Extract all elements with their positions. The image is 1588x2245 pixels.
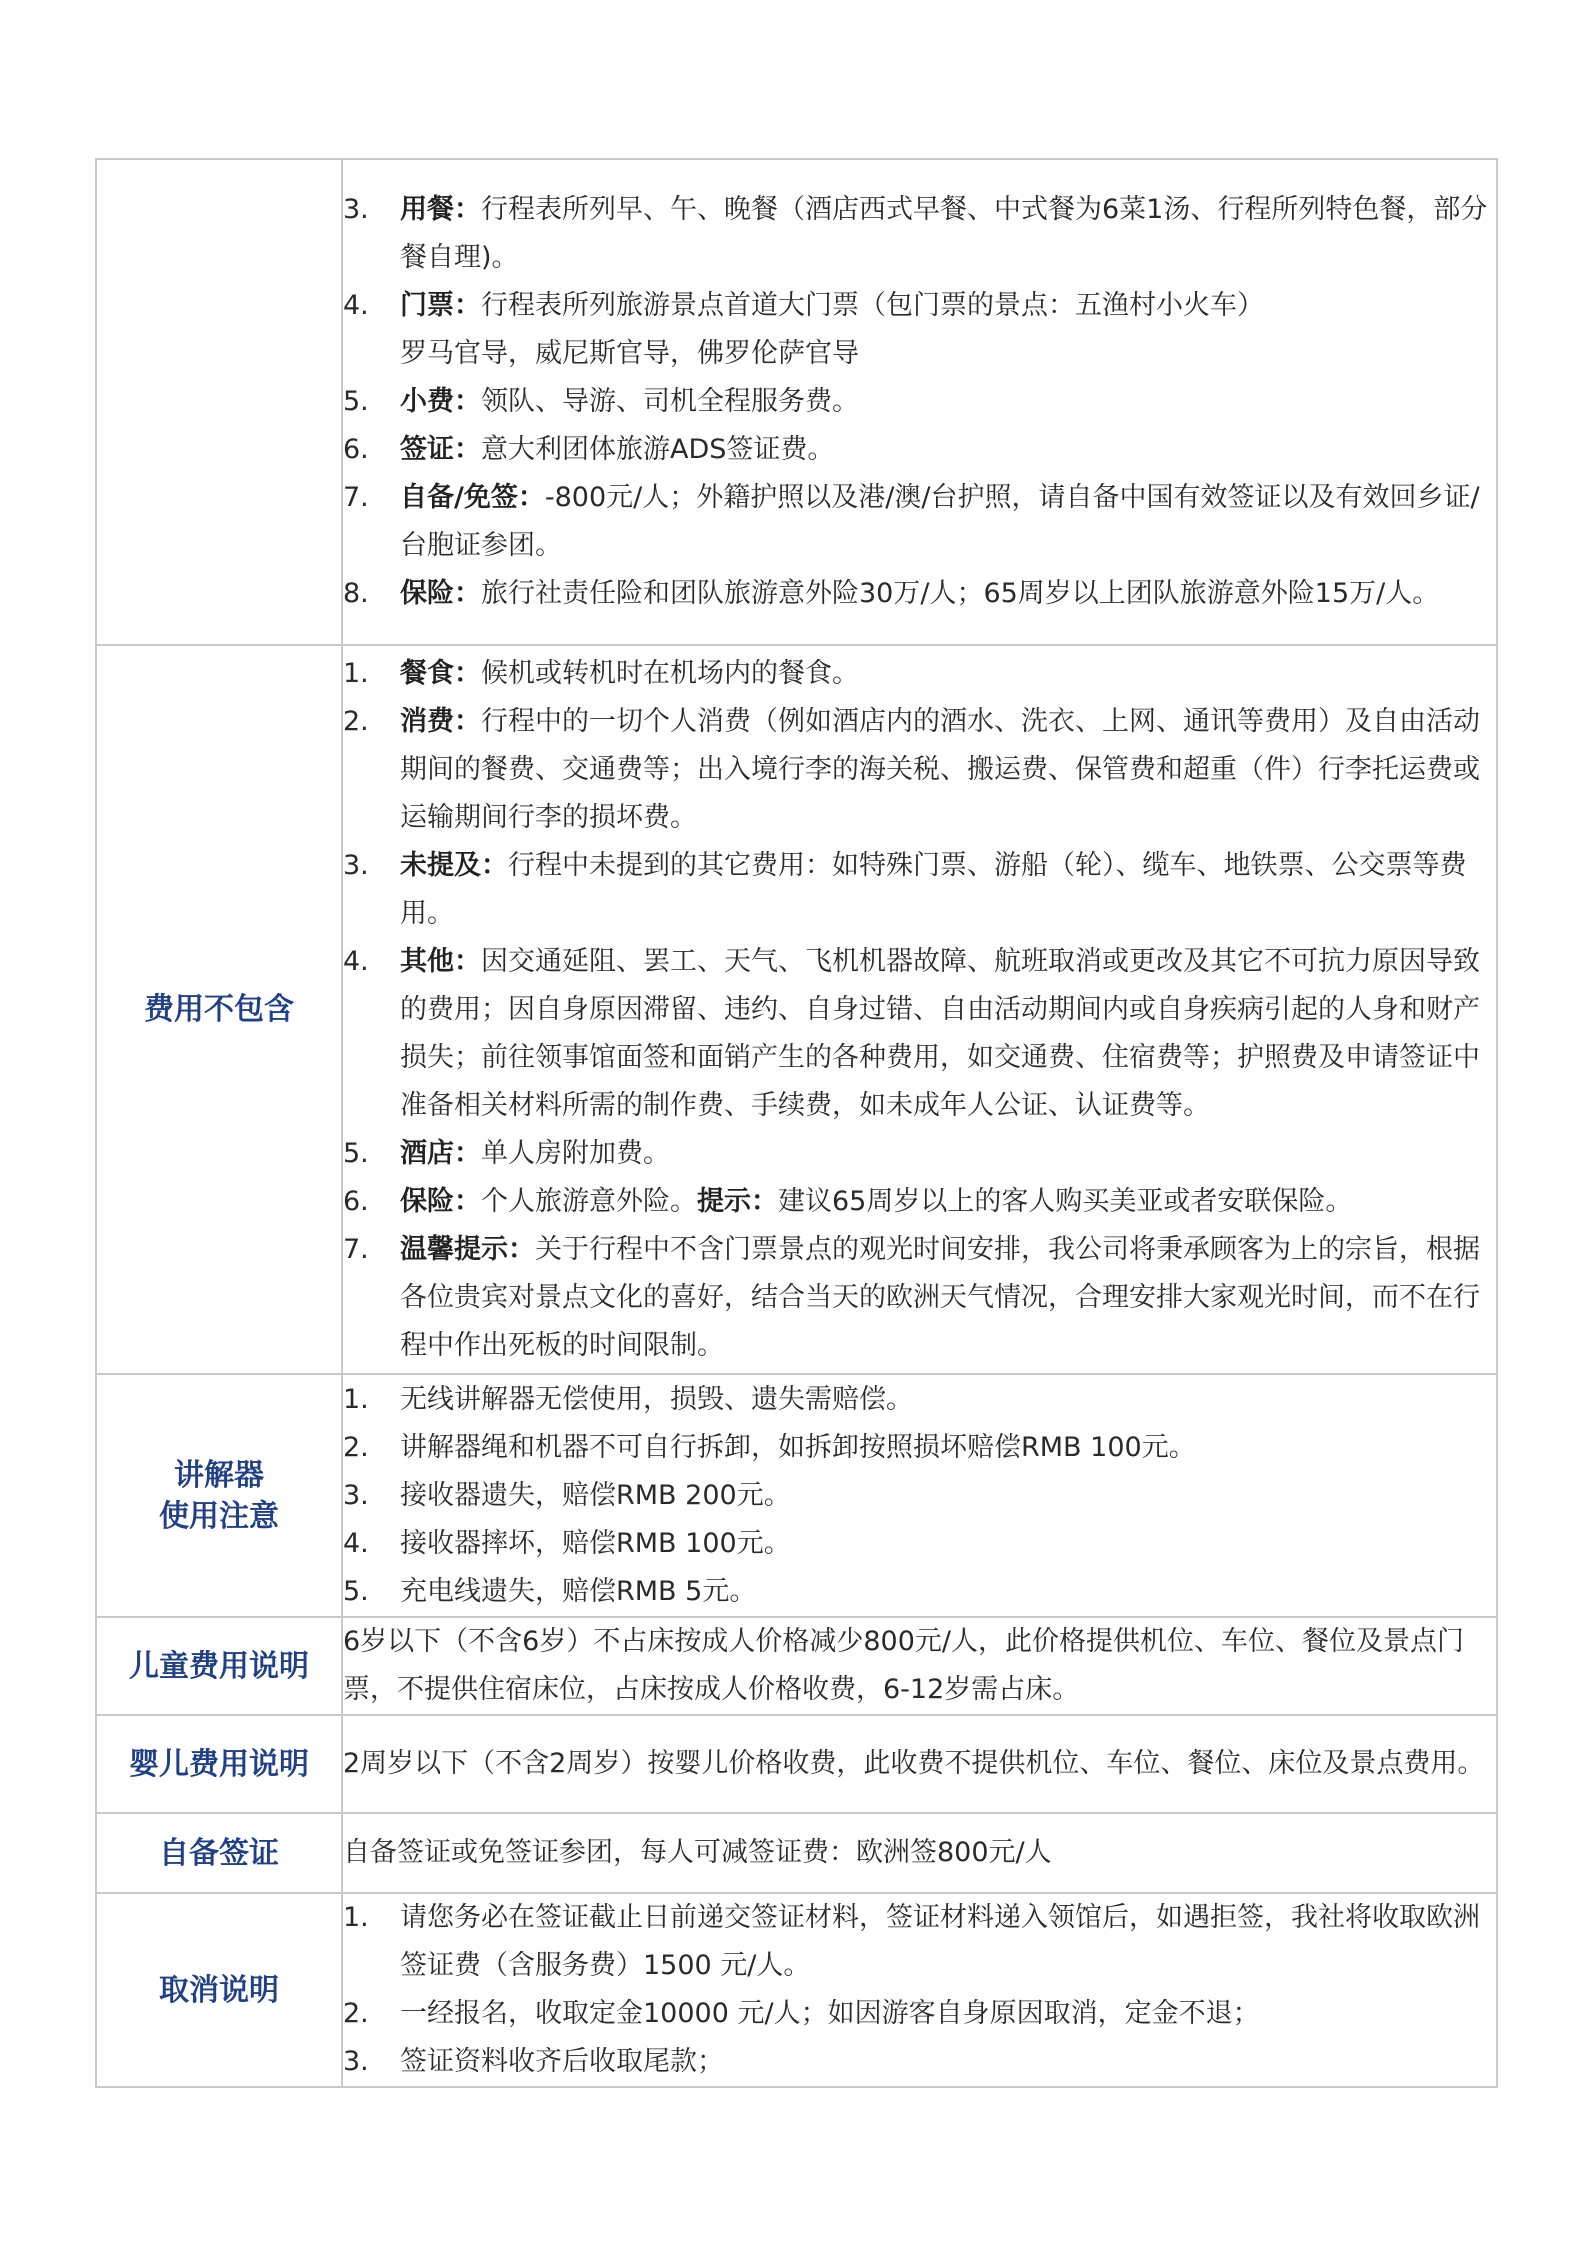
list-item: 6. 签证：意大利团体旅游ADS签证费。 — [343, 434, 835, 465]
table-row — [96, 1715, 1497, 1813]
list-item: 7. 温馨提示：关于行程中不含门票景点的观光时间安排，我公司将秉承顾客为上的宗旨，根据各位贵宾对景点文化的喜好，结合当天的欧洲天气情况，合理安排大家观光时间，而不在行程中作出死板的时间限制。 — [343, 1233, 1480, 1361]
list-item: 2. 一经报名，收取定金10000 元/人；如因游客自身原因取消，定金不退； — [343, 1998, 1260, 2029]
table-row — [96, 1813, 1497, 1893]
table-row — [96, 1617, 1497, 1715]
list-item: 3. 未提及：行程中未提到的其它费用：如特殊门票、游船（轮）、缆车、地铁票、公交票等费用。 — [343, 849, 1467, 929]
list-item: 4. 接收器摔坏，赔偿RMB 100元。 — [343, 1527, 791, 1559]
table-row — [96, 1374, 1497, 1617]
list-item: 5. 充电线遗失，赔偿RMB 5元。 — [343, 1575, 757, 1607]
list-item: 3. 签证资料收齐后收取尾款； — [343, 2046, 724, 2077]
list-item: 3. 接收器遗失，赔偿RMB 200元。 — [343, 1479, 791, 1511]
numbered-list — [343, 1894, 1496, 2086]
list-item: 3. 用餐：行程表所列早、午、晚餐（酒店西式早餐、中式餐为6菜1汤、行程所列特色餐，部分餐自理)。 — [343, 194, 1488, 273]
list-item: 2. 消费：行程中的一切个人消费（例如酒店内的酒水、洗衣、上网、通讯等费用）及自由活动期间的餐费、交通费等；出入境行李的海关税、搬运费、保管费和超重（件）行李托运费或运输期间行李的损坏费。 — [343, 705, 1480, 833]
list-item: 1. 无线讲解器无偿使用，损毁、遗失需赔偿。 — [343, 1383, 913, 1415]
list-item: 1. 请您务必在签证截止日前递交签证材料，签证材料递入领馆后，如遇拒签，我社将收取欧洲签证费（含服务费）1500 元/人。 — [343, 1902, 1480, 1981]
numbered-list — [343, 650, 1496, 1370]
row-label-excluded-fees: 费用不包含 — [96, 645, 342, 1374]
numbered-list — [343, 186, 1496, 618]
row-content: 6岁以下（不含6岁）不占床按成人价格减少800元/人，此价格提供机位、车位、餐位及景点门票，不提供住宿床位，占床按成人价格收费，6-12岁需占床。 — [342, 1617, 1497, 1715]
list-item: 4. 其他：因交通延阻、罢工、天气、飞机机器故障、航班取消或更改及其它不可抗力原因导致的费用；因自身原因滞留、违约、自身过错、自由活动期间内或自身疾病引起的人身和财产损失；前往领事馆面签和面销产生的各种费用，如交通费、住宿费等；护照费及申请签证中准备相关材料所需的制作费、手续费，如未成年人公证、认证费等。 — [343, 945, 1480, 1121]
row-label-empty — [96, 159, 342, 645]
list-item: 5. 小费：领队、导游、司机全程服务费。 — [343, 386, 859, 417]
label-line: 讲解器 — [174, 1457, 264, 1493]
itinerary-cost-table — [95, 158, 1498, 2088]
list-item: 4. 门票：行程表所列旅游景点首道大门票（包门票的景点：五渔村小火车） 罗马官导，威尼斯官导，佛罗伦萨官导 — [343, 290, 1264, 369]
row-label-own-visa: 自备签证 — [96, 1813, 342, 1893]
row-label-audio-guide — [96, 1374, 342, 1617]
row-content — [342, 645, 1497, 1374]
table-row — [96, 645, 1497, 1374]
list-item: 6. 保险：个人旅游意外险。提示：建议65周岁以上的客人购买美亚或者安联保险。 — [343, 1185, 1353, 1217]
row-content — [342, 1893, 1497, 2087]
list-item: 8. 保险：旅行社责任险和团队旅游意外险30万/人；65周岁以上团队旅游意外险15万/人。 — [343, 578, 1440, 609]
row-label-infant-fees: 婴儿费用说明 — [96, 1715, 342, 1813]
table-row — [96, 1893, 1497, 2087]
table-row — [96, 159, 1497, 645]
row-content — [342, 1374, 1497, 1617]
list-item: 2. 讲解器绳和机器不可自行拆卸，如拆卸按照损坏赔偿RMB 100元。 — [343, 1431, 1196, 1463]
row-content — [342, 159, 1497, 645]
list-item: 1. 餐食：候机或转机时在机场内的餐食。 — [343, 657, 859, 689]
list-item: 5. 酒店：单人房附加费。 — [343, 1137, 670, 1169]
row-content: 2周岁以下（不含2周岁）按婴儿价格收费，此收费不提供机位、车位、餐位、床位及景点费用。 — [342, 1715, 1497, 1813]
row-label-cancellation: 取消说明 — [96, 1893, 342, 2087]
label-line: 使用注意 — [159, 1498, 279, 1534]
row-content: 自备签证或免签证参团，每人可减签证费：欧洲签800元/人 — [342, 1813, 1497, 1893]
list-item: 7. 自备/免签：-800元/人；外籍护照以及港/澳/台护照，请自备中国有效签证以及有效回乡证/台胞证参团。 — [343, 482, 1480, 561]
numbered-list — [343, 1376, 1496, 1616]
row-label-child-fees: 儿童费用说明 — [96, 1617, 342, 1715]
